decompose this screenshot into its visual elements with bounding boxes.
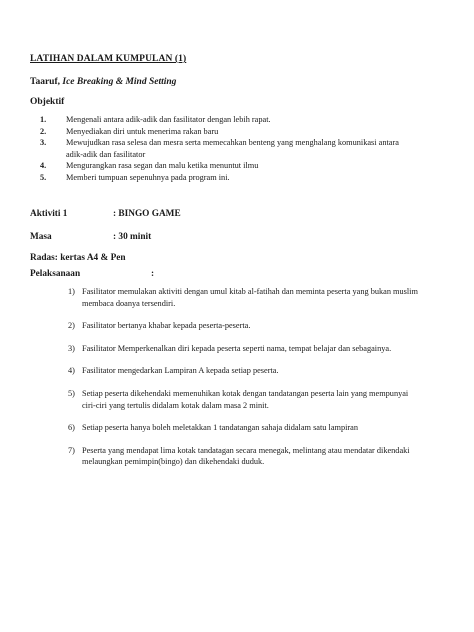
document-title: LATIHAN DALAM KUMPULAN (1) [30, 54, 187, 64]
step-number: 6) [68, 423, 75, 433]
step-text: Setiap peserta dikehendaki memenuhikan kotak dengan tandatangan peserta lain yang mempunyai ciri-ciri yang tertulis didalam kotak dalam masa 2 minit. [82, 388, 409, 410]
list-item-number: 4. [40, 161, 47, 171]
radas-value: kertas A4 & Pen [60, 253, 126, 263]
radas-line [30, 253, 126, 263]
list-item-number: 3. [40, 138, 47, 148]
step-number: 3) [68, 343, 75, 353]
pelaksanaan-steps [30, 286, 420, 468]
list-item-text: Memberi tumpuan sepenuhnya pada program ini. [66, 172, 230, 182]
list-item-number: 5. [40, 172, 47, 182]
masa-label: Masa [30, 232, 52, 242]
radas-label: Radas: [30, 253, 61, 263]
list-item-number: 1. [40, 115, 47, 124]
step-text: Fasilitator Memperkenalkan diri kepada peserta seperti nama, tempat belajar dan sebagainya. [82, 343, 392, 353]
list-item-text: Menyediakan diri untuk menerima rakan baru [66, 126, 219, 136]
document-subtitle [30, 77, 176, 87]
step-item [30, 422, 420, 434]
list-item [30, 126, 410, 138]
masa-value: : 30 minit [113, 232, 152, 242]
aktiviti-value: : BINGO GAME [113, 209, 181, 219]
step-number: 7) [68, 445, 75, 455]
step-item [30, 445, 420, 468]
list-item-text: Mewujudkan rasa selesa dan mesra serta memecahkan benteng yang menghalang komunikasi antara adik-adik dan fasilitator [66, 138, 399, 159]
pelaksanaan-label: Pelaksanaan [30, 269, 81, 279]
objektif-heading: Objektif [30, 97, 65, 107]
step-item [30, 286, 420, 309]
list-item [30, 172, 410, 184]
list-item [30, 137, 410, 160]
step-number: 2) [68, 321, 75, 331]
list-item-text: Mengenali antara adik-adik dan fasilitator dengan lebih rapat. [66, 115, 271, 124]
step-item [30, 388, 420, 411]
step-number: 4) [68, 366, 75, 376]
step-item [30, 343, 420, 355]
step-number: 1) [68, 287, 75, 296]
list-item-text: Mengurangkan rasa segan dan malu ketika menuntut ilmu [66, 161, 259, 171]
step-text: Fasilitator memulakan aktiviti dengan umul kitab al-fatihah dan meminta peserta yang bukan muslim membaca doanya tersendiri. [82, 287, 418, 308]
aktiviti-label: Aktiviti 1 [30, 209, 68, 219]
list-item [30, 160, 410, 172]
step-text: Fasilitator mengedarkan Lampiran A kepada setiap peserta. [82, 366, 279, 376]
step-text: Setiap peserta hanya boleh meletakkan 1 tandatangan sahaja didalam satu lampiran [82, 423, 358, 433]
step-text: Peserta yang mendapat lima kotak tandatagan secara menegak, melintang atau mendatar dikendaki melaungkan pemimpin(bingo) dan dikehendaki duduk. [82, 445, 410, 467]
pelaksanaan-colon: : [151, 269, 155, 279]
step-text: Fasilitator bertanya khabar kepada peserta-peserta. [82, 321, 251, 331]
step-item [30, 365, 420, 377]
objektif-list [30, 114, 410, 184]
step-item [30, 320, 420, 332]
subtitle-italic: Ice Breaking & Mind Setting [62, 77, 177, 87]
subtitle-prefix: Taaruf, [30, 77, 63, 87]
list-item [30, 114, 410, 126]
list-item-number: 2. [40, 126, 47, 136]
step-number: 5) [68, 388, 75, 398]
